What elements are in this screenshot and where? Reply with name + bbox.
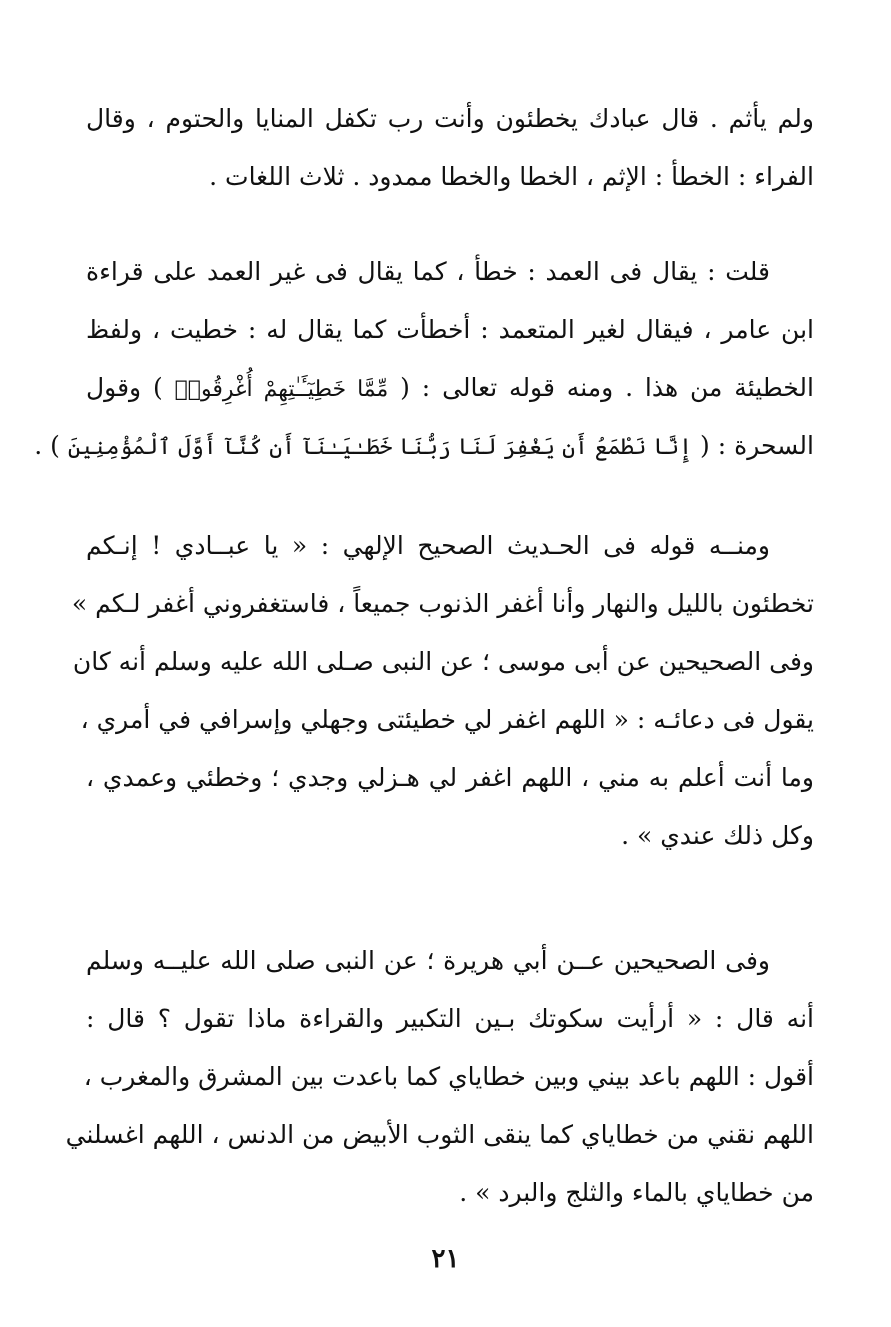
paragraph-2 <box>34 243 814 475</box>
text-line: قلت : يقال فى العمد : خطأ ، كما يقال فى غير العمد على قراءة <box>86 257 770 286</box>
text-segment: ) . <box>34 431 60 460</box>
paragraph-4 <box>65 932 814 1222</box>
text-segment: ) وقول <box>86 373 163 402</box>
paragraph-1 <box>86 90 814 206</box>
text-line: ولم يأثم . قال عبادك يخطئون وأنت رب تكفل المنايا والحتوم ، وقال <box>86 104 814 133</box>
quran-verse: إِنَّا نَطْمَعُ أَن يَغْفِرَ لَنَا رَبُّنَا خَطَـٰيَـٰنَآ أَن كُنَّآ أَوَّلَ ٱلْمُؤْمِنِينَ <box>67 435 693 460</box>
text-line: أنه قال : « أرأيت سكوتك بـين التكبير والقراءة ماذا تقول ؟ قال : <box>86 1004 814 1033</box>
text-line: الفراء : الخطأ : الإثم ، الخطا والخطا ممدود . ثلاث اللغات . <box>209 162 814 191</box>
text-line: اللهم نقني من خطاياي كما ينقى الثوب الأبيض من الدنس ، اللهم اغسلني <box>65 1120 814 1149</box>
text-line: من خطاياي بالماء والثلج والبرد » . <box>459 1178 814 1207</box>
text-line: ابن عامر ، فيقال لغير المتعمد : أخطأت كما يقال له : خطيت ، ولفظ <box>86 315 814 344</box>
text-line: أقول : اللهم باعد بيني وبين خطاياي كما باعدت بين المشرق والمغرب ، <box>83 1062 814 1091</box>
paragraph-3 <box>71 517 814 865</box>
text-line: وفى الصحيحين عــن أبي هريرة ؛ عن النبى صلى الله عليــه وسلم <box>86 946 770 975</box>
text-line: وما أنت أعلم به مني ، اللهم اغفر لي هـزلي وجدي ؛ وخطئي وعمدي ، <box>86 763 814 792</box>
text-segment: الخطيئة من هذا . ومنه قوله تعالى : ( <box>400 373 814 402</box>
text-segment: السحرة : ( <box>700 431 814 460</box>
page-number: ٢١ <box>431 1244 460 1274</box>
quran-verse: مِّمَّا خَطِيٓـَٔـٰتِهِمْ أُغْرِقُوا۟ <box>174 377 389 402</box>
text-line-with-quran-verse <box>86 359 814 417</box>
text-line: ومنــه قوله فى الحـديث الصحيح الإلهي : « يا عبــادي ! إنـكم <box>86 531 770 560</box>
text-line: وكل ذلك عندي » . <box>621 821 814 850</box>
text-line-with-quran-verse <box>34 417 814 475</box>
text-line: تخطئون بالليل والنهار وأنا أغفر الذنوب جميعاً ، فاستغفروني أغفر لـكم » <box>71 589 814 618</box>
text-line: يقول فى دعائـه : « اللهم اغفر لي خطيئتى وجهلي وإسرافي في أمري ، <box>80 705 814 734</box>
text-line: وفى الصحيحين عن أبى موسى ؛ عن النبى صـلى الله عليه وسلم أنه كان <box>72 647 814 676</box>
